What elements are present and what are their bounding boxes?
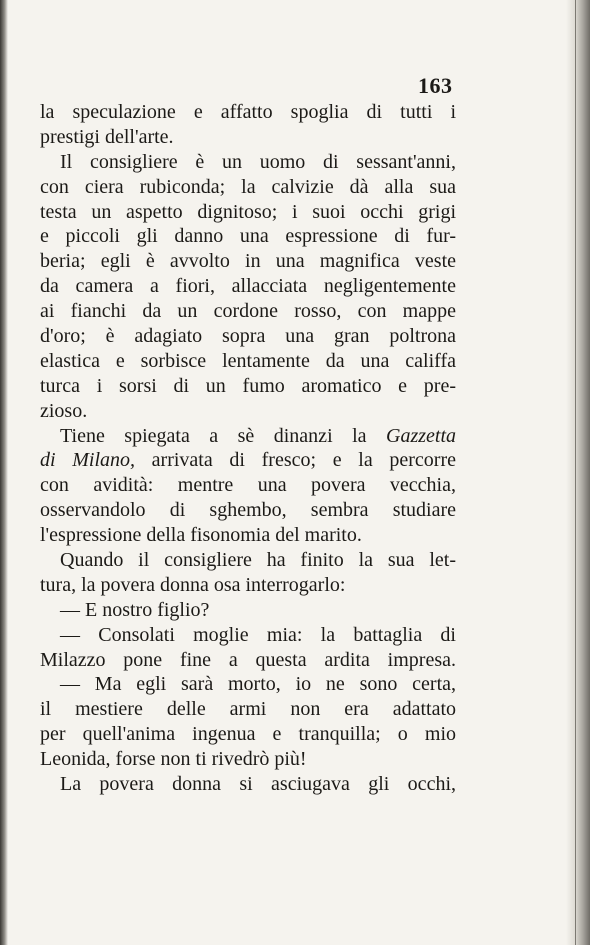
text-line: prestigi dell'arte. [40, 125, 174, 148]
page-binding-line [575, 0, 576, 945]
text-line: tura, la povera donna osa interrogarlo: [40, 573, 346, 596]
text-line: — Ma egli sarà morto, io ne sono certa, [60, 673, 456, 696]
text-segment: Tiene spiegata a sè dinanzi la [60, 424, 367, 447]
text-line: — E nostro figlio? [60, 598, 210, 621]
text-line: zioso. [40, 399, 88, 422]
text-line: Quando il consigliere ha finito la sua let- [60, 549, 456, 572]
text-line: Il consigliere è un uomo di sessant'anni, [60, 150, 456, 173]
page-left-edge [0, 0, 8, 945]
text-line: Leonida, forse non ti rivedrò più! [40, 748, 307, 771]
text-line: per quell'anima ingenua e tranquilla; o mio [40, 723, 456, 746]
page-number: 163 [418, 73, 453, 98]
body-text [40, 100, 456, 797]
text-line: con avidità: mentre una povera vecchia, [40, 474, 456, 497]
text-line: turca i sorsi di un fumo aromatico e pre- [40, 374, 456, 397]
text-line [40, 424, 456, 449]
text-line: d'oro; è adagiato sopra una gran poltrona [40, 325, 456, 348]
text-line: testa un aspetto dignitoso; i suoi occhi grigi [40, 200, 456, 223]
text-line: e piccoli gli danno una espressione di fur- [40, 225, 456, 248]
text-line [40, 448, 456, 473]
text-line: Milazzo pone fine a questa ardita impresa. [40, 648, 456, 671]
text-line: la speculazione e affatto spoglia di tutti i [40, 101, 456, 123]
text-line: ai fianchi da un cordone rosso, con mappe [40, 300, 456, 323]
text-line: con ciera rubiconda; la calvizie dà alla sua [40, 175, 456, 198]
page-right-edge [566, 0, 590, 945]
text-segment: arrivata di fresco; e la percorre [151, 449, 456, 472]
text-line: il mestiere delle armi non era adattato [40, 698, 456, 721]
text-line: da camera a fiori, allacciata negligentemente [40, 275, 456, 298]
text-line: beria; egli è avvolto in una magnifica veste [40, 250, 456, 273]
text-line: osservandolo di sghembo, sembra studiare [40, 499, 456, 522]
newspaper-title: di Milano, [40, 449, 135, 472]
text-line: La povera donna si asciugava gli occhi, [60, 773, 456, 796]
text-line: — Consolati moglie mia: la battaglia di [60, 623, 456, 646]
newspaper-title: Gazzetta [386, 424, 456, 447]
text-line: l'espressione della fisonomia del marito. [40, 524, 362, 547]
text-line: elastica e sorbisce lentamente da una califfa [40, 349, 456, 372]
